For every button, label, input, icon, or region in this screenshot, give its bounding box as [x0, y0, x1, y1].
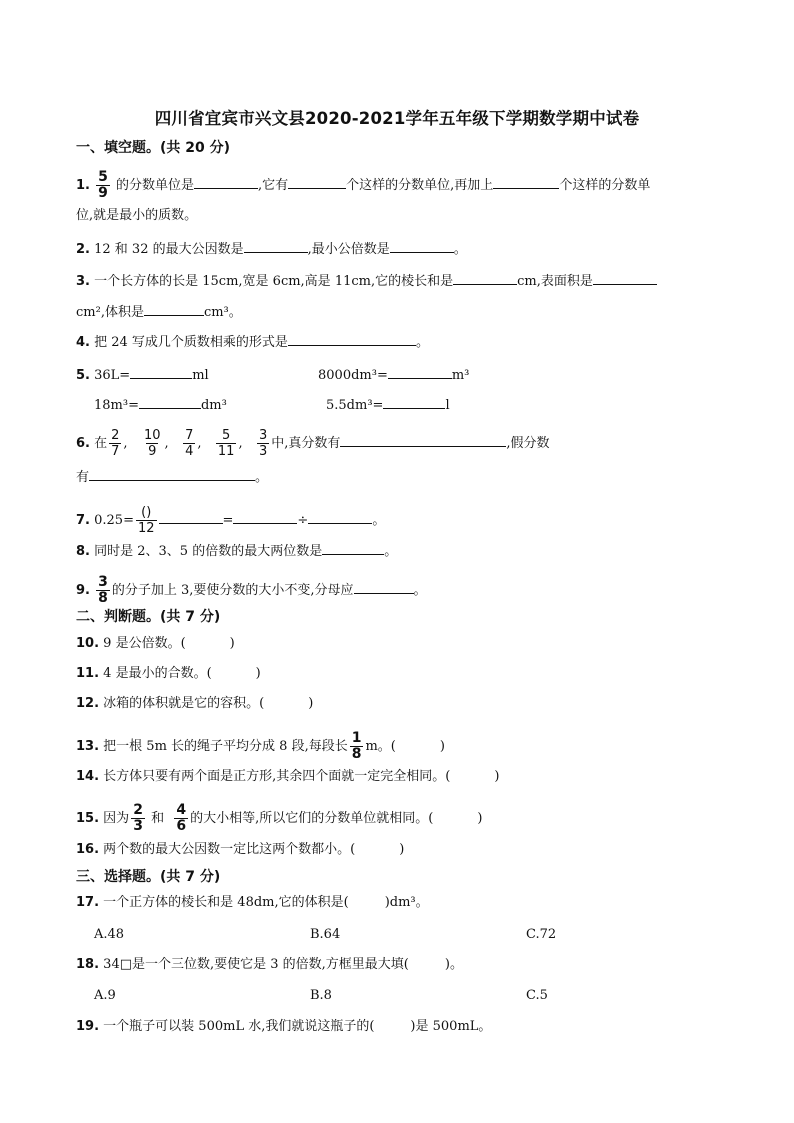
question-1: [76, 170, 650, 201]
question-text: cm³。: [203, 305, 242, 320]
question-number: 5.: [76, 368, 90, 383]
question-text: 在: [94, 436, 108, 451]
question-text: 把一根 5m 长的绳子平均分成 8 段,每段长: [103, 739, 348, 754]
question-text: ): [229, 636, 235, 651]
fraction: [183, 428, 195, 459]
question-text: ): [399, 842, 405, 857]
question-3: [76, 270, 657, 292]
denominator: 12: [137, 521, 155, 536]
answer-blank[interactable]: [288, 174, 346, 189]
question-number: 14.: [76, 769, 100, 784]
question-number: 6.: [76, 436, 90, 451]
question-text: )是 500mL。: [410, 1019, 492, 1034]
fraction: [96, 575, 110, 606]
question-number: 17.: [76, 895, 100, 910]
question-text: 。: [415, 335, 429, 350]
question-text: 5.5dm³=: [326, 398, 384, 413]
question-9: [76, 575, 427, 606]
question-text: )dm³。: [384, 895, 429, 910]
question-text: ): [308, 696, 314, 711]
denominator: 4: [185, 444, 194, 459]
question-12: [76, 694, 313, 714]
question-text: 9 是公倍数。(: [103, 636, 186, 651]
question-text: ,最小公倍数是: [307, 242, 390, 257]
question-15: [76, 803, 482, 834]
answer-blank[interactable]: [593, 270, 657, 285]
page-title: 四川省宜宾市兴文县2020-2021学年五年级下学期数学期中试卷: [154, 109, 640, 128]
question-14: [76, 767, 499, 787]
answer-blank[interactable]: [390, 238, 454, 253]
question-text: 一个正方体的棱长和是 48dm,它的体积是(: [103, 895, 349, 910]
answer-blank[interactable]: [322, 540, 384, 555]
fraction: [109, 428, 121, 459]
question-number: 11.: [76, 666, 100, 681]
numerator: 3: [258, 428, 268, 443]
unit-text: m³: [451, 368, 470, 383]
question-number: 13.: [76, 739, 100, 754]
question-text: cm,表面积是: [517, 274, 593, 289]
answer-blank[interactable]: [288, 331, 416, 346]
denominator: 3: [258, 444, 268, 459]
answer-blank[interactable]: [388, 364, 452, 379]
question-11: [76, 664, 261, 684]
numerator: (): [141, 505, 152, 520]
question-text: 个这样的分数单位,再加上: [346, 178, 494, 193]
question-5-item-d: [326, 394, 450, 416]
question-text: ,假分数: [506, 436, 550, 451]
question-text: 因为: [103, 811, 130, 826]
question-number: 1.: [76, 178, 90, 193]
question-6: [76, 428, 550, 459]
question-17: [76, 893, 429, 913]
separator: ,: [123, 436, 128, 451]
question-number: 2.: [76, 242, 90, 257]
numerator: 5: [98, 169, 108, 185]
question-text: m。(: [365, 739, 396, 754]
question-text: 4 是最小的合数。(: [103, 666, 212, 681]
question-5-row1: [76, 364, 209, 386]
question-text: 同时是 2、3、5 的倍数的最大两位数是: [94, 544, 323, 559]
denominator: 8: [98, 590, 108, 606]
question-text: 。: [255, 470, 269, 485]
question-text: =: [222, 513, 234, 528]
separator: ,: [164, 436, 169, 451]
answer-blank[interactable]: [354, 579, 414, 594]
option-b[interactable]: B.64: [310, 927, 341, 942]
option-b[interactable]: B.8: [310, 988, 332, 1003]
question-text: 的分子加上 3,要使分数的大小不变,分母应: [111, 583, 354, 598]
question-text: 个这样的分数单: [559, 178, 651, 193]
fraction: [216, 428, 237, 459]
unit-text: dm³: [200, 398, 227, 413]
question-text: 18m³=: [94, 398, 139, 413]
question-13: [76, 731, 445, 762]
question-18: [76, 955, 463, 975]
question-5-item-b: [318, 364, 469, 386]
denominator: 6: [176, 818, 187, 834]
question-text: 。: [453, 242, 467, 257]
numerator: 1: [351, 730, 362, 746]
numerator: 3: [98, 574, 108, 590]
question-text: cm²,体积是: [76, 305, 144, 320]
question-2: [76, 238, 467, 260]
question-text: 34□是一个三位数,要使它是 3 的倍数,方框里最大填(: [103, 957, 409, 972]
option-a[interactable]: A.9: [94, 988, 116, 1003]
denominator: 3: [133, 818, 143, 834]
question-text: ): [477, 811, 483, 826]
fraction: [257, 428, 269, 459]
question-number: 4.: [76, 335, 90, 350]
question-16: [76, 840, 404, 860]
numerator: 4: [176, 802, 187, 818]
answer-blank[interactable]: [159, 509, 223, 524]
denominator: 8: [351, 746, 362, 762]
separator: ,: [238, 436, 243, 451]
answer-blank[interactable]: [130, 364, 192, 379]
question-number: 19.: [76, 1019, 100, 1034]
question-text: 中,真分数有: [271, 436, 341, 451]
option-c[interactable]: C.72: [526, 927, 557, 942]
question-text: ): [439, 739, 445, 754]
fraction: [136, 505, 157, 536]
unit-text: l: [445, 398, 450, 413]
question-3-cont: [76, 301, 242, 323]
question-text: ): [255, 666, 261, 681]
numerator: 2: [111, 428, 120, 443]
answer-blank[interactable]: [453, 270, 517, 285]
answer-blank[interactable]: [383, 394, 445, 409]
question-text: 0.25=: [94, 513, 134, 528]
answer-blank[interactable]: [308, 509, 372, 524]
answer-blank[interactable]: [493, 174, 559, 189]
question-text: 36L=: [94, 368, 131, 383]
question-text: 长方体只要有两个面是正方形,其余四个面就一定完全相同。(: [103, 769, 451, 784]
question-number: 7.: [76, 513, 90, 528]
question-19: [76, 1017, 491, 1037]
question-number: 3.: [76, 274, 90, 289]
answer-blank[interactable]: [233, 509, 297, 524]
numerator: 7: [185, 428, 194, 443]
question-number: 12.: [76, 696, 100, 711]
fraction: [350, 731, 364, 762]
question-text: ÷: [297, 513, 309, 528]
question-7: [76, 505, 385, 536]
unit-text: ml: [192, 368, 209, 383]
question-number: 16.: [76, 842, 100, 857]
question-text: 两个数的最大公因数一定比这两个数都小。(: [103, 842, 356, 857]
question-4: [76, 331, 429, 353]
fraction: [96, 170, 110, 201]
question-text: 有: [76, 470, 90, 485]
question-text: 。: [413, 583, 427, 598]
question-text: 。: [372, 513, 386, 528]
denominator: 9: [148, 444, 157, 459]
question-text: 一个瓶子可以装 500mL 水,我们就说这瓶子的(: [103, 1019, 375, 1034]
question-5-item-c: [94, 394, 227, 416]
question-text: ): [494, 769, 500, 784]
question-number: 18.: [76, 957, 100, 972]
question-text: 一个长方体的长是 15cm,宽是 6cm,高是 11cm,它的棱长和是: [94, 274, 454, 289]
question-8: [76, 540, 397, 562]
question-6-cont: [76, 466, 268, 488]
question-text: ,它有: [258, 178, 289, 193]
numerator: 2: [133, 802, 143, 818]
section-true-false: 二、判断题。(共 7 分): [76, 609, 221, 625]
question-number: 10.: [76, 636, 100, 651]
question-text: 和: [151, 811, 165, 826]
denominator: 7: [111, 444, 120, 459]
question-text: 。: [384, 544, 398, 559]
question-10: [76, 634, 235, 654]
section-multiple-choice: 三、选择题。(共 7 分): [76, 869, 221, 885]
answer-blank[interactable]: [244, 238, 308, 253]
option-a[interactable]: A.48: [94, 927, 125, 942]
question-text: 的大小相等,所以它们的分数单位就相同。(: [190, 811, 434, 826]
fraction: [142, 428, 163, 459]
section-fill-in: 一、填空题。(共 20 分): [76, 140, 231, 156]
question-text: 8000dm³=: [318, 368, 388, 383]
question-text: 12 和 32 的最大公因数是: [94, 242, 244, 257]
answer-blank[interactable]: [139, 394, 201, 409]
answer-blank[interactable]: [89, 466, 255, 481]
question-text: )。: [444, 957, 463, 972]
question-text: 冰箱的体积就是它的容积。(: [103, 696, 265, 711]
separator: ,: [197, 436, 202, 451]
question-text: 把 24 写成几个质数相乘的形式是: [94, 335, 288, 350]
answer-blank[interactable]: [144, 301, 204, 316]
question-number: 9.: [76, 583, 90, 598]
numerator: 10: [143, 428, 161, 443]
question-number: 8.: [76, 544, 90, 559]
answer-blank[interactable]: [194, 174, 258, 189]
option-c[interactable]: C.5: [526, 988, 548, 1003]
denominator: 9: [98, 185, 108, 201]
question-1-cont: 位,就是最小的质数。: [76, 208, 198, 223]
numerator: 5: [222, 428, 231, 443]
denominator: 11: [217, 444, 235, 459]
question-text: 的分数单位是: [116, 178, 195, 193]
fraction: [174, 803, 188, 834]
answer-blank[interactable]: [340, 432, 506, 447]
fraction: [131, 803, 145, 834]
question-number: 15.: [76, 811, 100, 826]
